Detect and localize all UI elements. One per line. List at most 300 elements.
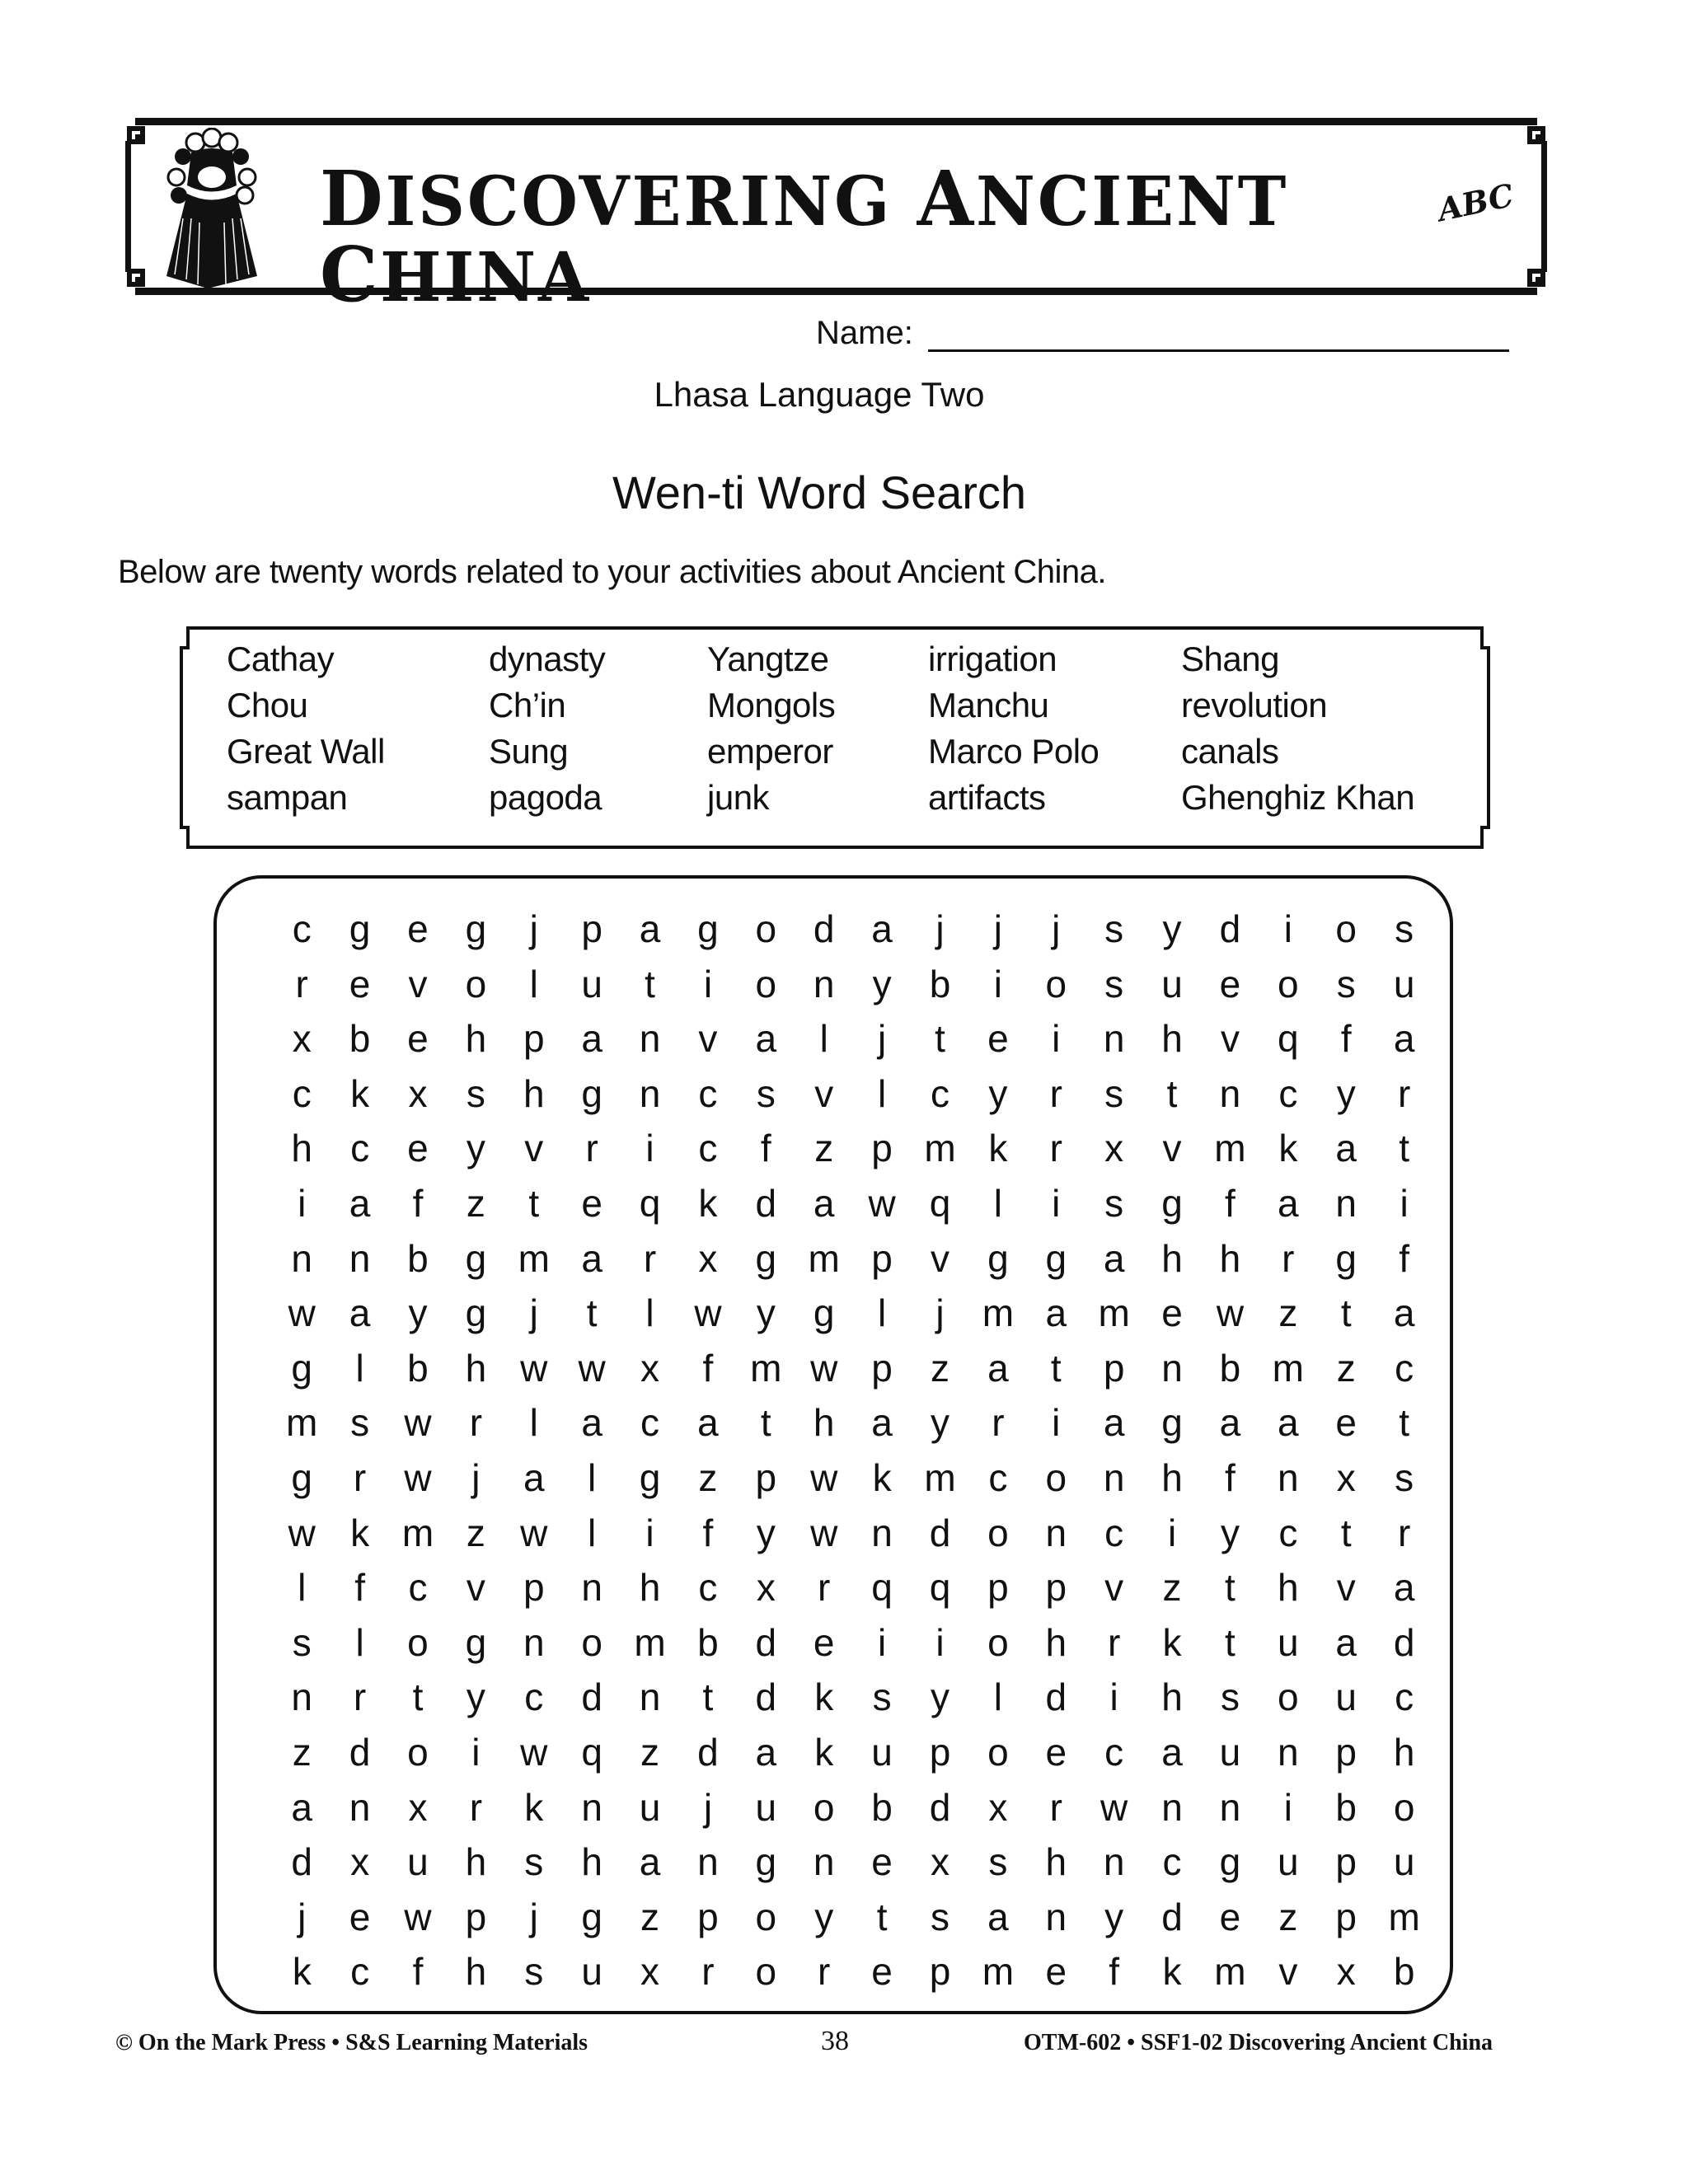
- grid-letter[interactable]: t: [1166, 1071, 1178, 1115]
- grid-letter[interactable]: c: [930, 1071, 950, 1115]
- grid-letter[interactable]: n: [639, 1017, 661, 1061]
- grid-letter[interactable]: n: [291, 1236, 312, 1280]
- grid-letter[interactable]: r: [1049, 1071, 1062, 1115]
- grid-letter[interactable]: u: [755, 1785, 777, 1829]
- grid-letter[interactable]: l: [877, 1071, 887, 1115]
- grid-letter[interactable]: g: [465, 1291, 487, 1335]
- grid-letter[interactable]: x: [1336, 1455, 1356, 1499]
- grid-letter[interactable]: n: [1045, 1895, 1067, 1938]
- grid-letter[interactable]: e: [1045, 1950, 1067, 1994]
- grid-letter[interactable]: g: [1335, 1236, 1357, 1280]
- grid-letter[interactable]: r: [1108, 1620, 1121, 1664]
- grid-letter[interactable]: y: [814, 1895, 834, 1938]
- grid-letter[interactable]: h: [465, 1017, 487, 1061]
- grid-letter[interactable]: l: [819, 1017, 828, 1061]
- grid-letter[interactable]: i: [1052, 1017, 1061, 1061]
- grid-letter[interactable]: k: [814, 1675, 834, 1719]
- grid-letter[interactable]: b: [929, 962, 951, 1005]
- grid-letter[interactable]: a: [639, 1840, 661, 1884]
- grid-letter[interactable]: s: [1395, 907, 1414, 950]
- grid-letter[interactable]: i: [877, 1620, 887, 1664]
- grid-letter[interactable]: c: [524, 1675, 544, 1719]
- grid-letter[interactable]: m: [982, 1950, 1015, 1994]
- grid-letter[interactable]: m: [1098, 1291, 1130, 1335]
- grid-letter[interactable]: w: [520, 1730, 548, 1774]
- grid-letter[interactable]: r: [701, 1950, 715, 1994]
- grid-letter[interactable]: u: [1219, 1730, 1241, 1774]
- grid-letter[interactable]: c: [1395, 1346, 1414, 1390]
- grid-letter[interactable]: u: [639, 1785, 661, 1829]
- grid-letter[interactable]: h: [1161, 1236, 1183, 1280]
- grid-letter[interactable]: n: [1219, 1785, 1241, 1829]
- grid-letter[interactable]: a: [813, 1181, 835, 1225]
- grid-letter[interactable]: m: [286, 1401, 318, 1445]
- grid-letter[interactable]: q: [639, 1181, 661, 1225]
- grid-letter[interactable]: o: [987, 1511, 1009, 1554]
- grid-letter[interactable]: q: [581, 1730, 603, 1774]
- grid-letter[interactable]: b: [1335, 1785, 1357, 1829]
- grid-letter[interactable]: i: [703, 962, 713, 1005]
- grid-letter[interactable]: v: [466, 1566, 485, 1610]
- grid-letter[interactable]: v: [698, 1017, 718, 1061]
- grid-letter[interactable]: w: [868, 1181, 896, 1225]
- grid-letter[interactable]: u: [581, 962, 603, 1005]
- grid-letter[interactable]: y: [1336, 1071, 1356, 1115]
- grid-letter[interactable]: q: [929, 1181, 951, 1225]
- grid-letter[interactable]: n: [1103, 1455, 1125, 1499]
- grid-letter[interactable]: w: [1100, 1785, 1128, 1829]
- grid-letter[interactable]: a: [1103, 1401, 1125, 1445]
- grid-letter[interactable]: c: [698, 1127, 718, 1170]
- grid-letter[interactable]: a: [987, 1895, 1009, 1938]
- grid-letter[interactable]: w: [810, 1346, 838, 1390]
- grid-letter[interactable]: t: [1225, 1566, 1236, 1610]
- grid-letter[interactable]: t: [586, 1291, 598, 1335]
- grid-letter[interactable]: w: [520, 1346, 548, 1390]
- grid-letter[interactable]: w: [404, 1401, 432, 1445]
- grid-letter[interactable]: k: [1162, 1620, 1182, 1664]
- grid-letter[interactable]: f: [354, 1566, 365, 1610]
- grid-letter[interactable]: j: [935, 907, 945, 950]
- grid-letter[interactable]: l: [588, 1511, 597, 1554]
- grid-letter[interactable]: d: [697, 1730, 719, 1774]
- grid-letter[interactable]: c: [698, 1071, 718, 1115]
- grid-letter[interactable]: z: [292, 1730, 312, 1774]
- grid-letter[interactable]: n: [581, 1566, 603, 1610]
- grid-letter[interactable]: x: [350, 1840, 370, 1884]
- grid-letter[interactable]: r: [1049, 1127, 1062, 1170]
- grid-letter[interactable]: c: [988, 1455, 1008, 1499]
- grid-letter[interactable]: a: [1045, 1291, 1067, 1335]
- grid-letter[interactable]: j: [529, 907, 538, 950]
- grid-letter[interactable]: r: [1282, 1236, 1295, 1280]
- grid-letter[interactable]: z: [1336, 1346, 1356, 1390]
- grid-letter[interactable]: g: [465, 907, 487, 950]
- grid-letter[interactable]: y: [408, 1291, 428, 1335]
- grid-letter[interactable]: g: [581, 1071, 603, 1115]
- grid-letter[interactable]: d: [929, 1511, 951, 1554]
- grid-letter[interactable]: e: [813, 1620, 835, 1664]
- grid-letter[interactable]: y: [756, 1511, 776, 1554]
- grid-letter[interactable]: p: [465, 1895, 487, 1938]
- grid-letter[interactable]: e: [987, 1017, 1009, 1061]
- grid-letter[interactable]: i: [993, 962, 1002, 1005]
- grid-letter[interactable]: u: [871, 1730, 893, 1774]
- grid-letter[interactable]: a: [349, 1181, 371, 1225]
- grid-letter[interactable]: h: [1161, 1455, 1183, 1499]
- grid-letter[interactable]: s: [1220, 1675, 1240, 1719]
- grid-letter[interactable]: x: [292, 1017, 312, 1061]
- grid-letter[interactable]: c: [408, 1566, 428, 1610]
- grid-letter[interactable]: x: [930, 1840, 950, 1884]
- grid-letter[interactable]: i: [1400, 1181, 1409, 1225]
- grid-letter[interactable]: g: [813, 1291, 835, 1335]
- grid-letter[interactable]: o: [1045, 1455, 1067, 1499]
- grid-letter[interactable]: d: [581, 1675, 603, 1719]
- grid-letter[interactable]: v: [1336, 1566, 1356, 1610]
- grid-letter[interactable]: e: [1219, 962, 1241, 1005]
- grid-letter[interactable]: u: [581, 1950, 603, 1994]
- grid-letter[interactable]: g: [639, 1455, 661, 1499]
- grid-letter[interactable]: s: [872, 1675, 892, 1719]
- grid-letter[interactable]: f: [702, 1346, 714, 1390]
- grid-letter[interactable]: c: [698, 1566, 718, 1610]
- grid-letter[interactable]: z: [1278, 1895, 1298, 1938]
- grid-letter[interactable]: x: [408, 1071, 428, 1115]
- grid-letter[interactable]: e: [349, 962, 371, 1005]
- grid-letter[interactable]: d: [813, 907, 835, 950]
- grid-letter[interactable]: a: [871, 907, 893, 950]
- grid-letter[interactable]: a: [1278, 1401, 1299, 1445]
- grid-letter[interactable]: n: [581, 1785, 603, 1829]
- grid-letter[interactable]: r: [818, 1950, 831, 1994]
- grid-letter[interactable]: b: [1219, 1346, 1241, 1390]
- grid-letter[interactable]: y: [1104, 1895, 1124, 1938]
- grid-letter[interactable]: c: [1278, 1511, 1298, 1554]
- grid-letter[interactable]: y: [930, 1401, 950, 1445]
- grid-letter[interactable]: e: [349, 1895, 371, 1938]
- grid-letter[interactable]: e: [871, 1950, 893, 1994]
- grid-letter[interactable]: a: [349, 1291, 371, 1335]
- grid-letter[interactable]: n: [871, 1511, 893, 1554]
- grid-letter[interactable]: j: [529, 1291, 538, 1335]
- grid-letter[interactable]: f: [1225, 1181, 1236, 1225]
- grid-letter[interactable]: k: [872, 1455, 892, 1499]
- grid-letter[interactable]: y: [1162, 907, 1182, 950]
- grid-letter[interactable]: t: [528, 1181, 540, 1225]
- grid-letter[interactable]: r: [585, 1127, 598, 1170]
- grid-letter[interactable]: a: [987, 1346, 1009, 1390]
- grid-letter[interactable]: p: [1335, 1895, 1357, 1938]
- grid-letter[interactable]: n: [1278, 1730, 1299, 1774]
- grid-letter[interactable]: d: [1045, 1675, 1067, 1719]
- grid-letter[interactable]: w: [288, 1511, 316, 1554]
- grid-letter[interactable]: g: [349, 907, 371, 950]
- grid-letter[interactable]: l: [355, 1346, 364, 1390]
- grid-letter[interactable]: m: [808, 1236, 840, 1280]
- grid-letter[interactable]: l: [588, 1455, 597, 1499]
- grid-letter[interactable]: k: [988, 1127, 1008, 1170]
- grid-letter[interactable]: k: [1278, 1127, 1298, 1170]
- grid-letter[interactable]: a: [871, 1401, 893, 1445]
- grid-letter[interactable]: a: [523, 1455, 545, 1499]
- grid-letter[interactable]: n: [1219, 1071, 1241, 1115]
- grid-letter[interactable]: s: [1104, 907, 1124, 950]
- grid-letter[interactable]: a: [1393, 1017, 1415, 1061]
- grid-letter[interactable]: w: [1216, 1291, 1245, 1335]
- grid-letter[interactable]: g: [1161, 1181, 1183, 1225]
- grid-letter[interactable]: n: [639, 1071, 661, 1115]
- grid-letter[interactable]: i: [1283, 1785, 1292, 1829]
- grid-letter[interactable]: x: [640, 1950, 660, 1994]
- grid-letter[interactable]: j: [471, 1455, 481, 1499]
- grid-letter[interactable]: u: [1335, 1675, 1357, 1719]
- grid-letter[interactable]: d: [1393, 1620, 1415, 1664]
- grid-letter[interactable]: p: [871, 1127, 893, 1170]
- grid-letter[interactable]: f: [1225, 1455, 1236, 1499]
- grid-letter[interactable]: t: [702, 1675, 714, 1719]
- grid-letter[interactable]: x: [1336, 1950, 1356, 1994]
- grid-letter[interactable]: v: [408, 962, 428, 1005]
- grid-letter[interactable]: p: [929, 1730, 951, 1774]
- grid-letter[interactable]: b: [349, 1017, 371, 1061]
- grid-letter[interactable]: l: [993, 1675, 1002, 1719]
- grid-letter[interactable]: m: [924, 1127, 956, 1170]
- grid-letter[interactable]: z: [640, 1895, 660, 1938]
- grid-letter[interactable]: n: [1045, 1511, 1067, 1554]
- grid-letter[interactable]: i: [1109, 1675, 1118, 1719]
- grid-letter[interactable]: g: [987, 1236, 1009, 1280]
- grid-letter[interactable]: j: [877, 1017, 887, 1061]
- grid-letter[interactable]: q: [929, 1566, 951, 1610]
- grid-letter[interactable]: y: [872, 962, 892, 1005]
- grid-letter[interactable]: a: [1335, 1620, 1357, 1664]
- grid-letter[interactable]: l: [529, 1401, 538, 1445]
- grid-letter[interactable]: j: [298, 1895, 307, 1938]
- grid-letter[interactable]: d: [1219, 907, 1241, 950]
- grid-letter[interactable]: v: [1104, 1566, 1124, 1610]
- grid-letter[interactable]: w: [404, 1455, 432, 1499]
- grid-letter[interactable]: w: [810, 1455, 838, 1499]
- grid-letter[interactable]: l: [355, 1620, 364, 1664]
- grid-letter[interactable]: f: [760, 1127, 771, 1170]
- grid-letter[interactable]: w: [578, 1346, 606, 1390]
- grid-letter[interactable]: n: [1161, 1785, 1183, 1829]
- grid-letter[interactable]: a: [1161, 1730, 1183, 1774]
- grid-letter[interactable]: j: [1052, 907, 1061, 950]
- grid-letter[interactable]: h: [1393, 1730, 1415, 1774]
- grid-letter[interactable]: k: [1162, 1950, 1182, 1994]
- grid-letter[interactable]: o: [987, 1620, 1009, 1664]
- grid-letter[interactable]: s: [524, 1950, 544, 1994]
- grid-letter[interactable]: r: [1397, 1511, 1411, 1554]
- grid-letter[interactable]: e: [407, 1017, 429, 1061]
- grid-letter[interactable]: t: [1050, 1346, 1062, 1390]
- grid-letter[interactable]: r: [992, 1401, 1005, 1445]
- grid-letter[interactable]: i: [1167, 1511, 1177, 1554]
- grid-letter[interactable]: m: [401, 1511, 434, 1554]
- grid-letter[interactable]: v: [814, 1071, 834, 1115]
- grid-letter[interactable]: h: [465, 1950, 487, 1994]
- grid-letter[interactable]: y: [930, 1675, 950, 1719]
- grid-letter[interactable]: a: [1393, 1566, 1415, 1610]
- grid-letter[interactable]: z: [640, 1730, 660, 1774]
- grid-letter[interactable]: h: [581, 1840, 603, 1884]
- grid-letter[interactable]: h: [813, 1401, 835, 1445]
- grid-letter[interactable]: t: [1340, 1291, 1352, 1335]
- grid-letter[interactable]: n: [639, 1675, 661, 1719]
- grid-letter[interactable]: t: [645, 962, 655, 1005]
- grid-letter[interactable]: w: [810, 1511, 838, 1554]
- grid-letter[interactable]: t: [760, 1401, 771, 1445]
- grid-letter[interactable]: b: [407, 1236, 429, 1280]
- grid-letter[interactable]: h: [523, 1071, 545, 1115]
- grid-letter[interactable]: h: [1045, 1840, 1067, 1884]
- grid-letter[interactable]: e: [407, 907, 429, 950]
- grid-letter[interactable]: p: [1335, 1730, 1357, 1774]
- grid-letter[interactable]: s: [1104, 1071, 1124, 1115]
- grid-letter[interactable]: g: [291, 1346, 312, 1390]
- grid-letter[interactable]: m: [1214, 1127, 1246, 1170]
- grid-letter[interactable]: u: [407, 1840, 429, 1884]
- grid-letter[interactable]: m: [518, 1236, 550, 1280]
- grid-letter[interactable]: a: [697, 1401, 719, 1445]
- grid-letter[interactable]: x: [408, 1785, 428, 1829]
- grid-letter[interactable]: e: [1045, 1730, 1067, 1774]
- grid-letter[interactable]: s: [756, 1071, 776, 1115]
- grid-letter[interactable]: p: [871, 1346, 893, 1390]
- grid-letter[interactable]: s: [1395, 1455, 1414, 1499]
- grid-letter[interactable]: h: [1045, 1620, 1067, 1664]
- grid-letter[interactable]: g: [291, 1455, 312, 1499]
- grid-letter[interactable]: t: [412, 1675, 424, 1719]
- grid-letter[interactable]: k: [814, 1730, 834, 1774]
- grid-letter[interactable]: c: [1104, 1511, 1124, 1554]
- grid-letter[interactable]: o: [1393, 1785, 1415, 1829]
- grid-letter[interactable]: k: [350, 1071, 370, 1115]
- grid-letter[interactable]: d: [755, 1675, 777, 1719]
- grid-letter[interactable]: t: [1225, 1620, 1236, 1664]
- grid-letter[interactable]: m: [1388, 1895, 1420, 1938]
- grid-letter[interactable]: h: [1161, 1675, 1183, 1719]
- grid-letter[interactable]: g: [1045, 1236, 1067, 1280]
- grid-letter[interactable]: p: [523, 1017, 545, 1061]
- grid-letter[interactable]: i: [645, 1511, 654, 1554]
- grid-letter[interactable]: n: [1103, 1840, 1125, 1884]
- grid-letter[interactable]: l: [645, 1291, 654, 1335]
- grid-letter[interactable]: l: [529, 962, 538, 1005]
- grid-letter[interactable]: o: [1045, 962, 1067, 1005]
- grid-letter[interactable]: m: [1214, 1950, 1246, 1994]
- grid-letter[interactable]: n: [291, 1675, 312, 1719]
- grid-letter[interactable]: o: [755, 1950, 777, 1994]
- grid-letter[interactable]: g: [697, 907, 719, 950]
- grid-letter[interactable]: r: [469, 1401, 483, 1445]
- grid-letter[interactable]: g: [1161, 1401, 1183, 1445]
- grid-letter[interactable]: r: [353, 1675, 367, 1719]
- grid-letter[interactable]: a: [1335, 1127, 1357, 1170]
- grid-letter[interactable]: p: [523, 1566, 545, 1610]
- grid-letter[interactable]: u: [1161, 962, 1183, 1005]
- grid-letter[interactable]: k: [292, 1950, 312, 1994]
- grid-letter[interactable]: h: [291, 1127, 312, 1170]
- grid-letter[interactable]: r: [643, 1236, 657, 1280]
- grid-letter[interactable]: c: [292, 1071, 312, 1115]
- grid-letter[interactable]: k: [350, 1511, 370, 1554]
- grid-letter[interactable]: b: [407, 1346, 429, 1390]
- grid-letter[interactable]: m: [924, 1455, 956, 1499]
- grid-letter[interactable]: c: [292, 907, 312, 950]
- grid-letter[interactable]: o: [755, 962, 777, 1005]
- grid-letter[interactable]: i: [471, 1730, 481, 1774]
- grid-letter[interactable]: e: [407, 1127, 429, 1170]
- grid-letter[interactable]: t: [1399, 1401, 1409, 1445]
- grid-letter[interactable]: s: [466, 1071, 485, 1115]
- grid-letter[interactable]: e: [1335, 1401, 1357, 1445]
- grid-letter[interactable]: a: [755, 1730, 777, 1774]
- grid-letter[interactable]: n: [1161, 1346, 1183, 1390]
- grid-letter[interactable]: p: [987, 1566, 1009, 1610]
- grid-letter[interactable]: s: [1104, 1181, 1124, 1225]
- grid-letter[interactable]: s: [292, 1620, 312, 1664]
- grid-letter[interactable]: o: [755, 1895, 777, 1938]
- grid-letter[interactable]: p: [581, 907, 603, 950]
- grid-letter[interactable]: r: [469, 1785, 483, 1829]
- grid-letter[interactable]: c: [1278, 1071, 1298, 1115]
- grid-letter[interactable]: y: [756, 1291, 776, 1335]
- grid-letter[interactable]: j: [993, 907, 1002, 950]
- grid-letter[interactable]: g: [465, 1620, 487, 1664]
- grid-letter[interactable]: m: [982, 1291, 1015, 1335]
- grid-letter[interactable]: t: [935, 1017, 945, 1061]
- grid-letter[interactable]: a: [755, 1017, 777, 1061]
- grid-letter[interactable]: s: [524, 1840, 544, 1884]
- grid-letter[interactable]: o: [987, 1730, 1009, 1774]
- grid-letter[interactable]: o: [1278, 1675, 1299, 1719]
- grid-letter[interactable]: p: [1335, 1840, 1357, 1884]
- grid-letter[interactable]: s: [350, 1401, 370, 1445]
- grid-letter[interactable]: l: [993, 1181, 1002, 1225]
- grid-letter[interactable]: p: [929, 1950, 951, 1994]
- grid-letter[interactable]: s: [988, 1840, 1008, 1884]
- grid-letter[interactable]: h: [465, 1840, 487, 1884]
- grid-letter[interactable]: r: [1049, 1785, 1062, 1829]
- grid-letter[interactable]: i: [298, 1181, 307, 1225]
- grid-letter[interactable]: x: [756, 1566, 776, 1610]
- grid-letter[interactable]: o: [813, 1785, 835, 1829]
- grid-letter[interactable]: e: [1161, 1291, 1183, 1335]
- grid-letter[interactable]: t: [1399, 1127, 1409, 1170]
- grid-letter[interactable]: u: [1278, 1840, 1299, 1884]
- grid-letter[interactable]: z: [698, 1455, 718, 1499]
- grid-letter[interactable]: q: [871, 1566, 893, 1610]
- grid-letter[interactable]: m: [1272, 1346, 1304, 1390]
- grid-letter[interactable]: p: [755, 1455, 777, 1499]
- grid-letter[interactable]: n: [1335, 1181, 1357, 1225]
- grid-letter[interactable]: i: [1052, 1401, 1061, 1445]
- grid-letter[interactable]: i: [1283, 907, 1292, 950]
- grid-letter[interactable]: z: [814, 1127, 834, 1170]
- grid-letter[interactable]: a: [581, 1236, 603, 1280]
- grid-letter[interactable]: b: [871, 1785, 893, 1829]
- grid-letter[interactable]: f: [1109, 1950, 1120, 1994]
- grid-letter[interactable]: k: [698, 1181, 718, 1225]
- grid-letter[interactable]: d: [349, 1730, 371, 1774]
- grid-letter[interactable]: c: [1104, 1730, 1124, 1774]
- grid-letter[interactable]: v: [1220, 1017, 1240, 1061]
- grid-letter[interactable]: y: [988, 1071, 1008, 1115]
- grid-letter[interactable]: n: [813, 962, 835, 1005]
